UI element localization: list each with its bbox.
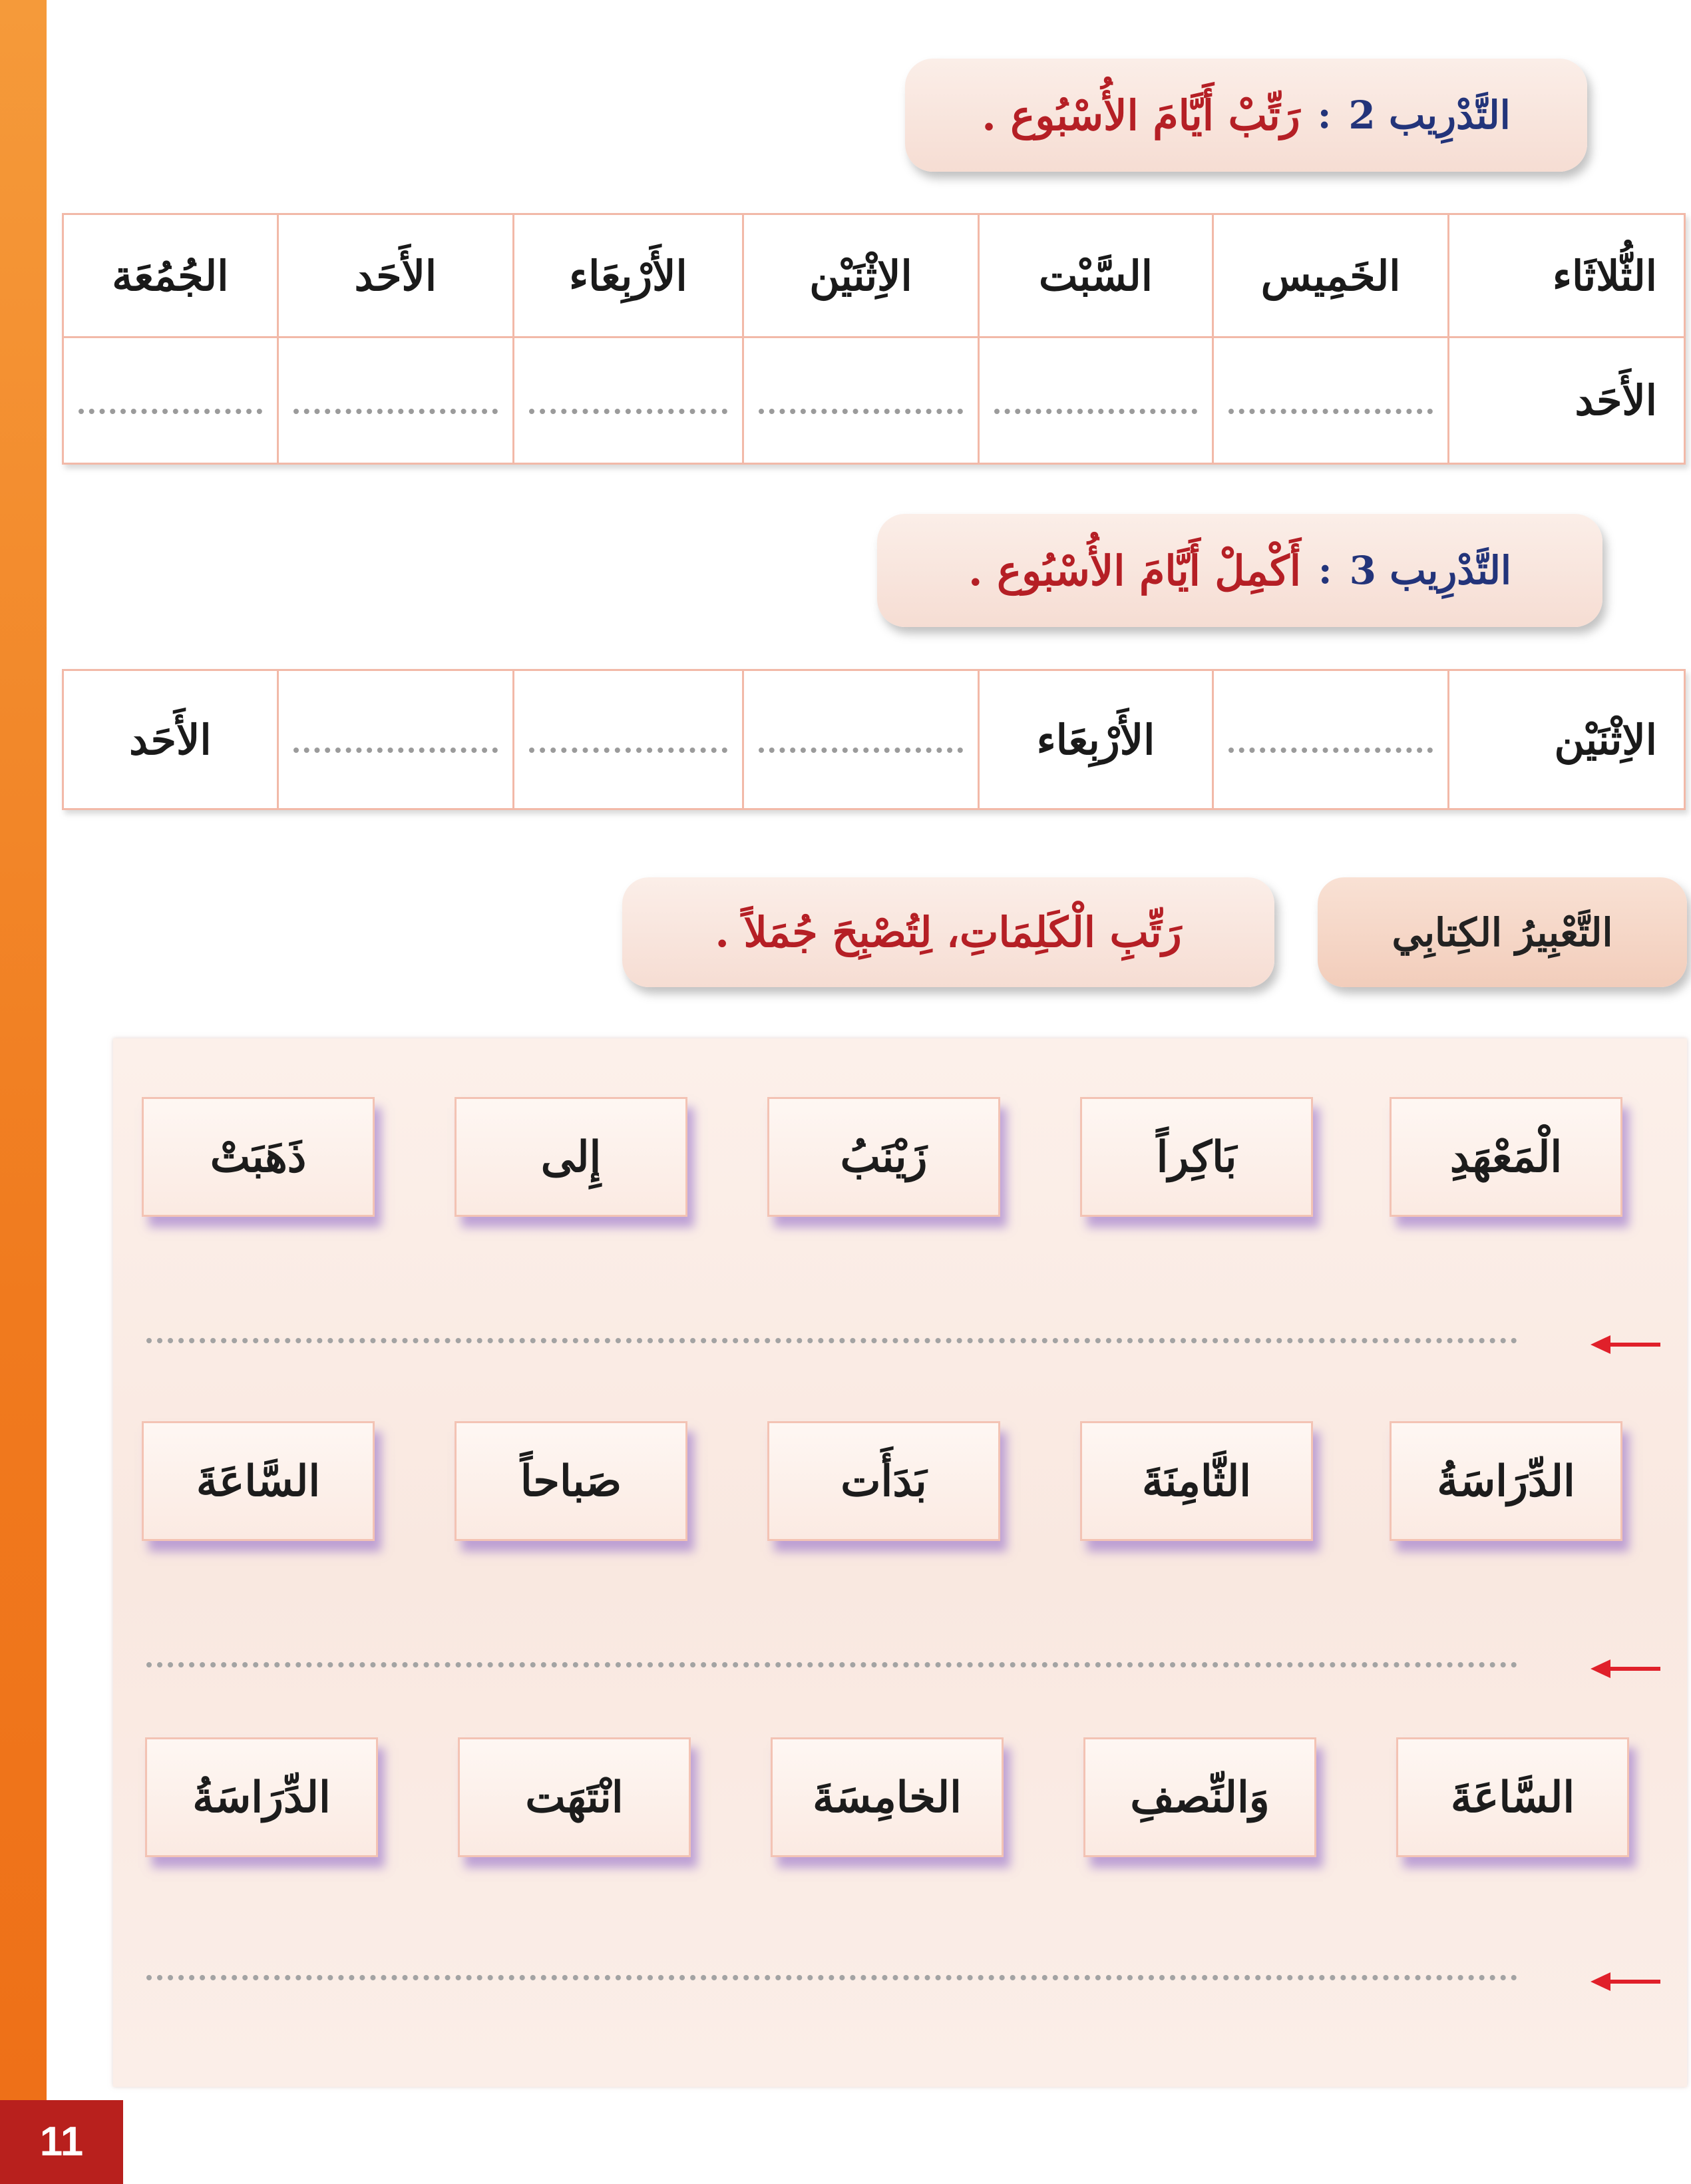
word-card[interactable]: إِلى [455, 1097, 687, 1217]
word-card[interactable]: الْمَعْهَدِ [1390, 1097, 1622, 1217]
answer-cell-blank[interactable] [979, 337, 1213, 464]
days-order-table [62, 213, 1686, 465]
word-card[interactable]: صَباحاً [455, 1421, 687, 1541]
word-card[interactable]: الخامِسَةَ [771, 1737, 1004, 1857]
word-card[interactable]: وَالنِّصفِ [1083, 1737, 1316, 1857]
arrow-left-icon [1591, 1968, 1664, 1995]
given-day-cell: الأَحَد [63, 670, 278, 809]
header-cell: الجُمُعَة [63, 214, 278, 337]
word-card[interactable]: بَاكِراً [1080, 1097, 1313, 1217]
word-card[interactable]: السَّاعَةَ [1396, 1737, 1629, 1857]
word-card[interactable]: انْتَهَت [458, 1737, 691, 1857]
answer-cell-blank[interactable] [743, 337, 979, 464]
exercise3-instruction: أَكْمِلْ أَيَّامَ الأُسْبُوع . [968, 546, 1301, 595]
header-cell: الثُّلاثَاء [1449, 214, 1685, 337]
days-complete-table [62, 669, 1686, 810]
header-cell: الخَمِيس [1213, 214, 1449, 337]
answer-cell-blank[interactable] [63, 337, 278, 464]
exercise3-label: التَّدْرِيب 3 [1349, 548, 1511, 593]
given-day-cell: الأَرْبِعَاء [979, 670, 1213, 809]
exercise2-instruction: رَتِّبْ أَيَّامَ الأُسْبُوع . [982, 91, 1300, 140]
given-day-cell: الاِثْنَيْن [1449, 670, 1685, 809]
arrow-left-icon [1591, 1655, 1664, 1682]
header-cell: الاِثْنَيْن [743, 214, 979, 337]
blank-day-cell[interactable] [1213, 670, 1448, 809]
side-color-strip [0, 0, 47, 2184]
writing-instruction: رَتِّبِ الْكَلِمَاتِ، لِتُصْبِحَ جُمَلاً . [622, 877, 1274, 987]
answer-cell-blank[interactable] [514, 337, 743, 464]
exercise3-heading [877, 514, 1602, 627]
answer-cell-blank[interactable] [1213, 337, 1449, 464]
answer-line[interactable] [146, 1337, 1517, 1343]
word-card[interactable]: الدِّرَاسَةُ [1390, 1421, 1622, 1541]
header-cell: السَّبْت [979, 214, 1213, 337]
sentence-building-panel [113, 1038, 1687, 2087]
answer-cell-given: الأَحَد [1449, 337, 1685, 464]
blank-day-cell[interactable] [743, 670, 978, 809]
arrow-left-icon [1591, 1331, 1664, 1358]
blank-day-cell[interactable] [278, 670, 513, 809]
header-cell: الأَحَد [278, 214, 513, 337]
exercise3-separator: : [1318, 548, 1332, 592]
answer-cell-blank[interactable] [278, 337, 513, 464]
word-card[interactable]: زَيْنَبُ [767, 1097, 1000, 1217]
header-cell: الأَرْبِعَاء [514, 214, 743, 337]
word-card[interactable]: ذَهَبَتْ [142, 1097, 375, 1217]
word-card[interactable]: السَّاعَةَ [142, 1421, 375, 1541]
word-card[interactable]: الدِّرَاسَةُ [145, 1737, 378, 1857]
answer-line[interactable] [146, 1661, 1517, 1667]
writing-tag: التَّعْبِيرُ الكِتابِي [1318, 877, 1687, 987]
page-number: 11 [0, 2100, 123, 2184]
blank-day-cell[interactable] [514, 670, 743, 809]
exercise2-separator: : [1317, 93, 1332, 137]
word-card[interactable]: الثَّامِنَةَ [1080, 1421, 1313, 1541]
exercise2-heading [905, 59, 1587, 172]
answer-line[interactable] [146, 1974, 1517, 1980]
exercise2-label: التَّدْرِيب 2 [1348, 93, 1511, 138]
word-card[interactable]: بَدَأَت [767, 1421, 1000, 1541]
